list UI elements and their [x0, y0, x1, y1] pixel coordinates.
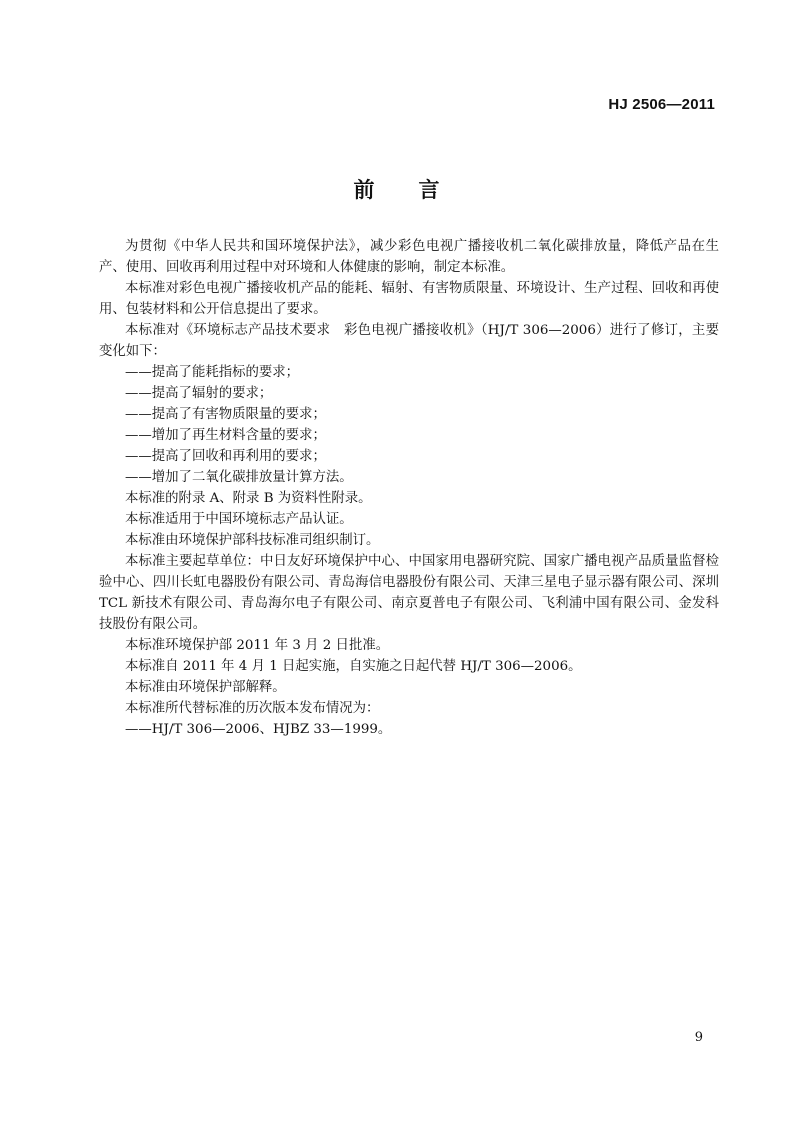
standard-code: HJ 2506—2011 — [608, 96, 715, 113]
note-approval: 本标准环境保护部 2011 年 3 月 2 日批准。 — [125, 638, 390, 653]
paragraph-scope: 本标准对彩色电视广播接收机产品的能耗、辐射、有害物质限量、环境设计、生产过程、回收和再使用、包装材料和公开信息提出了要求。 — [99, 281, 719, 317]
page-title: 前言 — [353, 178, 484, 202]
document-body — [99, 236, 719, 740]
change-item: ——增加了二氧化碳排放量计算方法。 — [125, 470, 353, 485]
change-item: ——提高了有害物质限量的要求； — [125, 407, 326, 422]
page-number: 9 — [694, 1030, 703, 1045]
change-item: ——增加了再生材料含量的要求； — [125, 428, 326, 443]
change-item: ——提高了能耗指标的要求； — [125, 365, 300, 380]
history-item: ——HJ/T 306—2006、HJBZ 33—1999。 — [125, 722, 392, 737]
note-appendix: 本标准的附录 A、附录 B 为资料性附录。 — [125, 491, 372, 506]
note-drafting-units: 本标准主要起草单位：中日友好环境保护中心、中国家用电器研究院、国家广播电视产品质量监督检验中心、四川长虹电器股份有限公司、青岛海信电器股份有限公司、天津三星电子显示器有限公司、深圳 TCL 新技术有限公司、青岛海尔电子有限公司、南京夏普电子有限公司、飞利浦中国有限公司、金发科技股份有限公司。 — [99, 554, 719, 632]
note-applicability: 本标准适用于中国环境标志产品认证。 — [125, 512, 353, 527]
note-interpretation: 本标准由环境保护部解释。 — [125, 680, 286, 695]
change-item: ——提高了辐射的要求； — [125, 386, 273, 401]
change-item: ——提高了回收和再利用的要求； — [125, 449, 326, 464]
paragraph-purpose: 为贯彻《中华人民共和国环境保护法》，减少彩色电视广播接收机二氧化碳排放量，降低产品在生产、使用、回收再利用过程中对环境和人体健康的影响，制定本标准。 — [99, 239, 719, 275]
note-organizer: 本标准由环境保护部科技标准司组织制订。 — [125, 533, 380, 548]
paragraph-revision: 本标准对《环境标志产品技术要求 彩色电视广播接收机》（HJ/T 306—2006）进行了修订，主要变化如下： — [99, 323, 719, 359]
note-history-intro: 本标准所代替标准的历次版本发布情况为： — [125, 701, 380, 716]
note-effective-date: 本标准自 2011 年 4 月 1 日起实施，自实施之日起代替 HJ/T 306—2006。 — [125, 659, 582, 674]
